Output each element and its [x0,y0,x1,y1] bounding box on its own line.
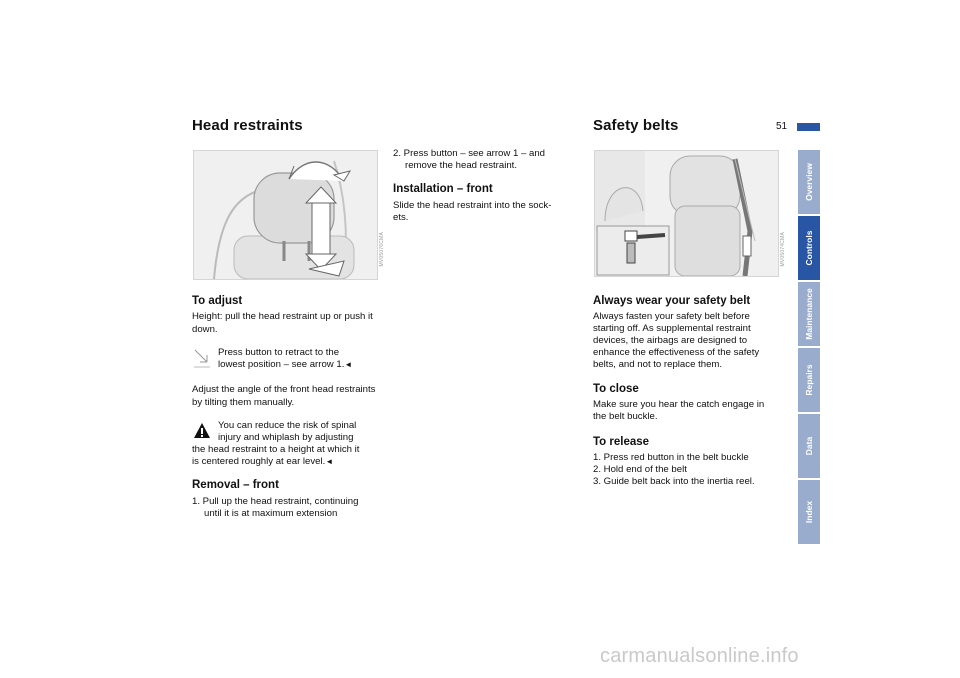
watermark: carmanualsonline.info [600,645,799,667]
image-code: MV05074CMA [780,232,786,267]
note-arrow-icon [193,348,211,368]
note-line-2: lowest position – see arrow 1.◄ [218,359,353,370]
release-line-3: 3. Guide belt back into the inertia reel. [593,476,755,487]
removal-step-1a: 1. Pull up the head restraint, continuing [192,496,359,507]
installation-line-2: ets. [393,212,409,223]
page-number: 51 [776,121,788,132]
close-line-1: Make sure you hear the catch engage in [593,399,765,410]
end-mark: ◄ [325,457,334,466]
warning-line-3: the head restraint to a height at which it [192,444,360,455]
tab-maintenance[interactable]: Maintenance [798,282,820,346]
removal-step-2a: 2. Press button – see arrow 1 – and [393,148,545,159]
tab-controls[interactable]: Controls [798,216,820,280]
safety-belt-illustration [594,150,779,277]
tab-repairs[interactable]: Repairs [798,348,820,412]
adjust-height-text: Height: pull the head restraint up or push it down. [192,311,373,335]
release-line-1: 1. Press red button in the belt buckle [593,452,749,463]
always-line-1: Always fasten your safety belt before [593,311,750,322]
release-line-2: 2. Hold end of the belt [593,464,687,475]
heading-installation-front: Installation – front [393,183,493,195]
note-line-1: Press button to retract to the [218,347,340,358]
heading-removal-front: Removal – front [192,479,279,491]
removal-step-2b: remove the head restraint. [405,160,517,171]
heading-always-wear: Always wear your safety belt [593,295,751,307]
end-mark: ◄ [344,360,353,369]
head-restraint-drawing [194,151,377,279]
close-line-2: the belt buckle. [593,411,658,422]
head-restraint-illustration [193,150,378,280]
heading-to-close: To close [593,383,639,395]
tab-index[interactable]: Index [798,480,820,544]
removal-step-1b: until it is at maximum extension [204,508,338,519]
installation-line-1: Slide the head restraint into the sock- [393,200,552,211]
heading-to-release: To release [593,436,650,448]
always-line-5: belts, and not to replace them. [593,359,723,370]
warning-line-1: You can reduce the risk of spinal [218,420,357,431]
safety-belt-drawing [595,151,778,276]
warning-icon [193,422,211,439]
page-title-head-restraints: Head restraints [192,117,303,134]
tab-data[interactable]: Data [798,414,820,478]
page-marker-bar [797,123,820,131]
always-line-3: devices, the airbags are designed to [593,335,748,346]
tab-overview[interactable]: Overview [798,150,820,214]
heading-to-adjust: To adjust [192,295,243,307]
warning-line-4: is centered roughly at ear level.◄ [192,456,334,467]
image-code: MV05076CMA [379,232,385,267]
always-line-4: enhance the effectiveness of the safety [593,347,760,358]
adjust-angle-text: Adjust the angle of the front head restraints by tilting them manually. [192,384,376,408]
page-title-safety-belts: Safety belts [593,117,679,134]
always-line-2: starting off. As supplemental restraint [593,323,751,334]
warning-line-2: injury and whiplash by adjusting [218,432,354,443]
